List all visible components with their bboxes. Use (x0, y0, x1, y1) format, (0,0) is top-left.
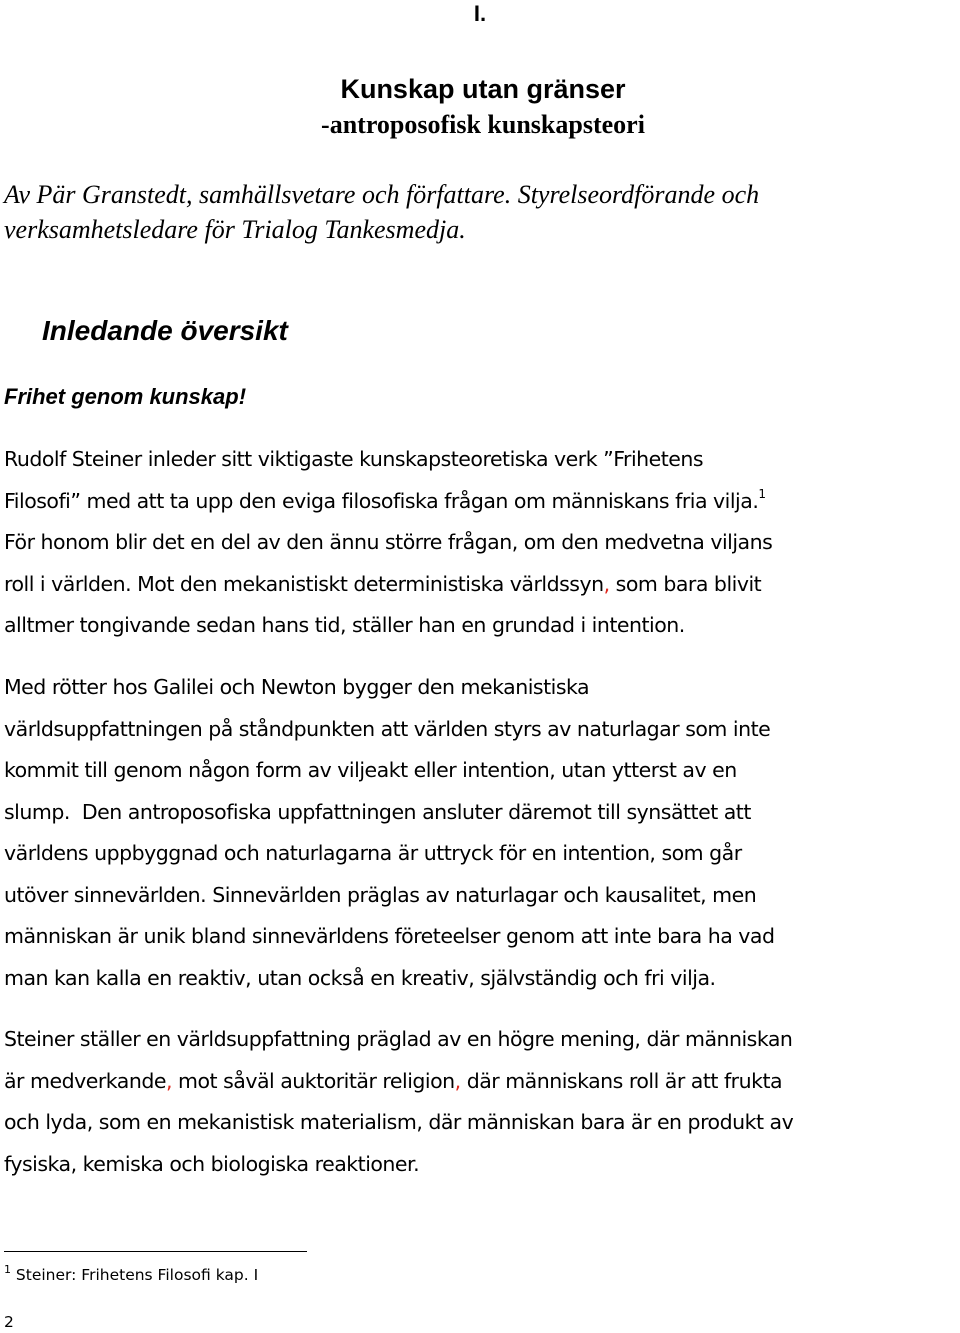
text-line: Rudolf Steiner inleder sitt viktigaste kunskapsteoretiska verk ”Frihetens (4, 447, 704, 471)
chapter-number: I. (473, 1, 487, 26)
paragraph-1 (4, 439, 960, 647)
page-number: 2 (4, 1313, 14, 1331)
footnote-number: 1 (4, 1263, 11, 1276)
byline-line: verksamhetsledare för Trialog Tankesmedja. (4, 215, 466, 244)
footnote-text: Steiner: Frihetens Filosofi kap. I (11, 1266, 259, 1284)
text-line: Steiner ställer en världsuppfattning präglad av en högre mening, där människan (4, 1027, 793, 1051)
page-title: Kunskap utan gränser (340, 74, 626, 104)
text-line (4, 564, 960, 606)
highlighted-comma: , (165, 1068, 172, 1093)
text-segment: mot såväl auktoritär religion (172, 1068, 455, 1093)
text-line: fysiska, kemiska och biologiska reaktioner. (4, 1151, 420, 1176)
highlighted-comma: , (454, 1068, 461, 1093)
text-segment: roll i världen. Mot den mekanistiskt deterministiska världssyn (4, 571, 604, 596)
paragraph-3 (4, 1019, 960, 1185)
text-line (4, 481, 960, 523)
text-segment: där människans roll är att frukta (460, 1068, 783, 1093)
text-line: För honom blir det en del av den ännu större frågan, om den medvetna viljans (4, 530, 773, 554)
section-subheading: Frihet genom kunskap! (4, 384, 247, 409)
highlighted-comma: , (603, 571, 610, 596)
text-line: kommit till genom någon form av viljeakt eller intention, utan ytterst av en (4, 758, 737, 782)
text-line: världens uppbyggnad och naturlagarna är uttryck för en intention, som går (4, 841, 742, 865)
footnote-reference[interactable]: 1 (758, 486, 766, 501)
text-line: utöver sinnevärlden. Sinnevärlden präglas av naturlagar och kausalitet, men (4, 882, 757, 907)
footnote-separator (4, 1251, 307, 1252)
text-line: Med rötter hos Galilei och Newton bygger den mekanistiska (4, 675, 590, 699)
paragraph-2 (4, 667, 960, 999)
text-segment: är medverkande (4, 1068, 166, 1093)
text-line (4, 1061, 960, 1103)
text-segment: Filosofi” med att ta upp den eviga filosofiska frågan om människans fria vilja. (4, 488, 759, 513)
text-line: och lyda, som en mekanistisk materialism, där människan bara är en produkt av (4, 1110, 794, 1134)
text-line: slump. Den antroposofiska uppfattningen ansluter däremot till synsättet att (4, 799, 751, 824)
section-heading: Inledande översikt (42, 315, 288, 346)
footnote (4, 1264, 258, 1286)
text-segment: som bara blivit (609, 571, 762, 596)
text-line: man kan kalla en reaktiv, utan också en kreativ, självständig och fri vilja. (4, 965, 716, 990)
text-line: människan är unik bland sinnevärldens företeelser genom att inte bara ha vad (4, 924, 775, 948)
page-subtitle: -antroposofisk kunskapsteori (321, 110, 645, 139)
byline-line: Av Pär Granstedt, samhällsvetare och författare. Styrelseordförande och (4, 180, 760, 209)
text-line: alltmer tongivande sedan hans tid, ställer han en grundad i intention. (4, 613, 685, 637)
author-byline (4, 177, 944, 247)
text-line: världsuppfattningen på ståndpunkten att världen styrs av naturlagar som inte (4, 716, 771, 741)
